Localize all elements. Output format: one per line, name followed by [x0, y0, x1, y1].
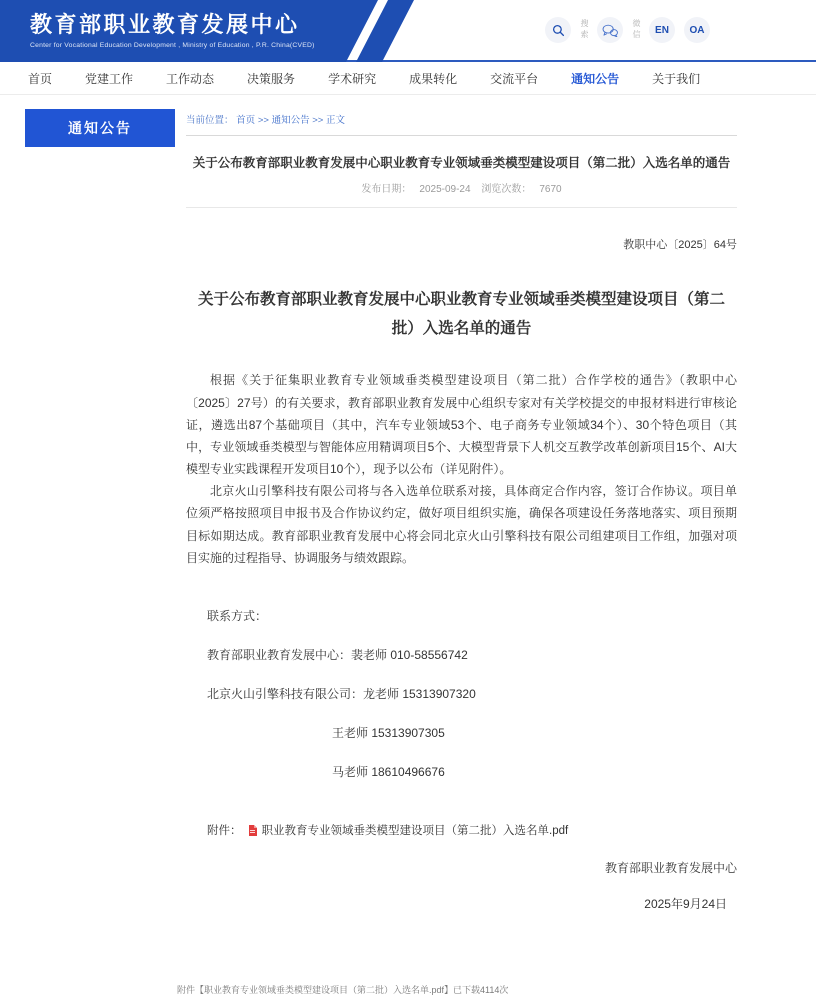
search-icon [552, 24, 565, 37]
nav-item-party-building[interactable]: 党建工作 [85, 71, 134, 86]
nav-item-notices[interactable]: 通知公告 [571, 71, 620, 86]
nav-item-decision-service[interactable]: 决策服务 [247, 71, 296, 86]
contact-line: 马老师 18610496676 [332, 765, 445, 780]
contact-line: 北京火山引擎科技有限公司：龙老师 15313907320 [207, 687, 476, 702]
article-title: 关于公布教育部职业教育发展中心职业教育专业领域垂类模型建设项目（第二批）入选名单的通告 [197, 291, 725, 337]
nav-item-work-news[interactable]: 工作动态 [166, 71, 215, 86]
views-count: 7670 [539, 184, 562, 195]
search-label: 搜索 [580, 19, 589, 41]
nav-item-exchange-platform[interactable]: 交流平台 [490, 71, 539, 86]
pdf-icon [248, 825, 257, 836]
publish-date-label: 发布日期： [361, 184, 412, 195]
signature-date: 2025年9月24日 [644, 897, 727, 912]
publish-date: 2025-09-24 [419, 184, 471, 195]
site-logo [30, 11, 315, 49]
breadcrumb [186, 109, 737, 126]
page-title: 关于公布教育部职业教育发展中心职业教育专业领域垂类模型建设项目（第二批）入选名单的通告 [192, 156, 731, 170]
sidebar [25, 109, 175, 912]
article-meta [186, 180, 737, 195]
paragraph: 根据《关于征集职业教育专业领域垂类模型建设项目（第二批）合作学校的通告》（教职中心〔2025〕27号）的有关要求，教育部职业教育发展中心组织专家对有关学校提交的申报材料进行审核论证，遴选出87个基础项目（其中，汽车专业领域53个、电子商务专业领域34个）、30个特色项目（其中，专业领域垂类模型与智能体应用精调项目5个、大模型背景下人机交互教学改革创新项目15个、AI大模型专业实践课程开发项目10个），现予以公布（详见附件）。 [186, 373, 737, 477]
contact-line: 王老师 15313907305 [332, 726, 445, 741]
main-nav [0, 62, 816, 95]
attachment-download-note: 附件【职业教育专业领域垂类模型建设项目（第二批）入选名单.pdf】已下载4114次 [177, 985, 509, 996]
attachment-label: 附件： [207, 825, 242, 838]
site-header [0, 0, 816, 62]
site-subtitle: Center for Vocational Education Development , Ministry of Education , P.R. China(CVED) [30, 41, 315, 49]
breadcrumb-separator: >> [257, 115, 269, 126]
paragraph: 北京火山引擎科技有限公司将与各入选单位联系对接，具体商定合作内容，签订合作协议。项目单位须严格按照项目申报书及合作协议约定，做好项目组织实施，确保各项建设任务落地落实、项目预期目标如期达成。教育部职业教育发展中心将会同北京火山引擎科技有限公司组建项目工作组，加强对项目实施的过程指导、协调服务与绩效跟踪。 [186, 484, 737, 565]
main-area [0, 109, 816, 912]
attachment-link[interactable]: 职业教育专业领域垂类模型建设项目（第二批）入选名单.pdf [261, 825, 569, 838]
nav-item-achievements[interactable]: 成果转化 [409, 71, 458, 86]
document-number: 教职中心〔2025〕64号 [623, 239, 737, 251]
signature-org: 教育部职业教育发展中心 [604, 861, 737, 876]
contact-line: 教育部职业教育发展中心：裴老师 010-58556742 [207, 648, 468, 663]
header-tools [545, 17, 726, 43]
wechat-icon [602, 24, 618, 37]
article-content [186, 109, 737, 912]
contact-heading: 联系方式： [207, 609, 268, 624]
search-button[interactable] [545, 17, 571, 43]
breadcrumb-notices[interactable]: 通知公告 [271, 115, 310, 126]
wechat-button[interactable] [597, 17, 623, 43]
meta-divider [186, 207, 737, 208]
nav-item-academic-research[interactable]: 学术研究 [328, 71, 377, 86]
sidebar-item-notices[interactable]: 通知公告 [25, 109, 175, 147]
oa-button[interactable]: OA [684, 17, 710, 43]
breadcrumb-divider [186, 135, 737, 136]
views-label: 浏览次数： [481, 184, 532, 195]
attachment-row [186, 822, 737, 838]
breadcrumb-prefix: 当前位置： [186, 115, 234, 126]
breadcrumb-separator: >> [312, 115, 324, 126]
site-title: 教育部职业教育发展中心 [30, 12, 300, 37]
article-body [186, 369, 737, 569]
en-button[interactable]: EN [649, 17, 675, 43]
nav-item-about-us[interactable]: 关于我们 [652, 71, 701, 86]
contact-section [186, 607, 737, 780]
breadcrumb-current: 正文 [325, 115, 345, 126]
breadcrumb-home[interactable]: 首页 [236, 115, 256, 126]
nav-item-home[interactable]: 首页 [28, 71, 53, 86]
wechat-label: 微信 [632, 19, 641, 41]
